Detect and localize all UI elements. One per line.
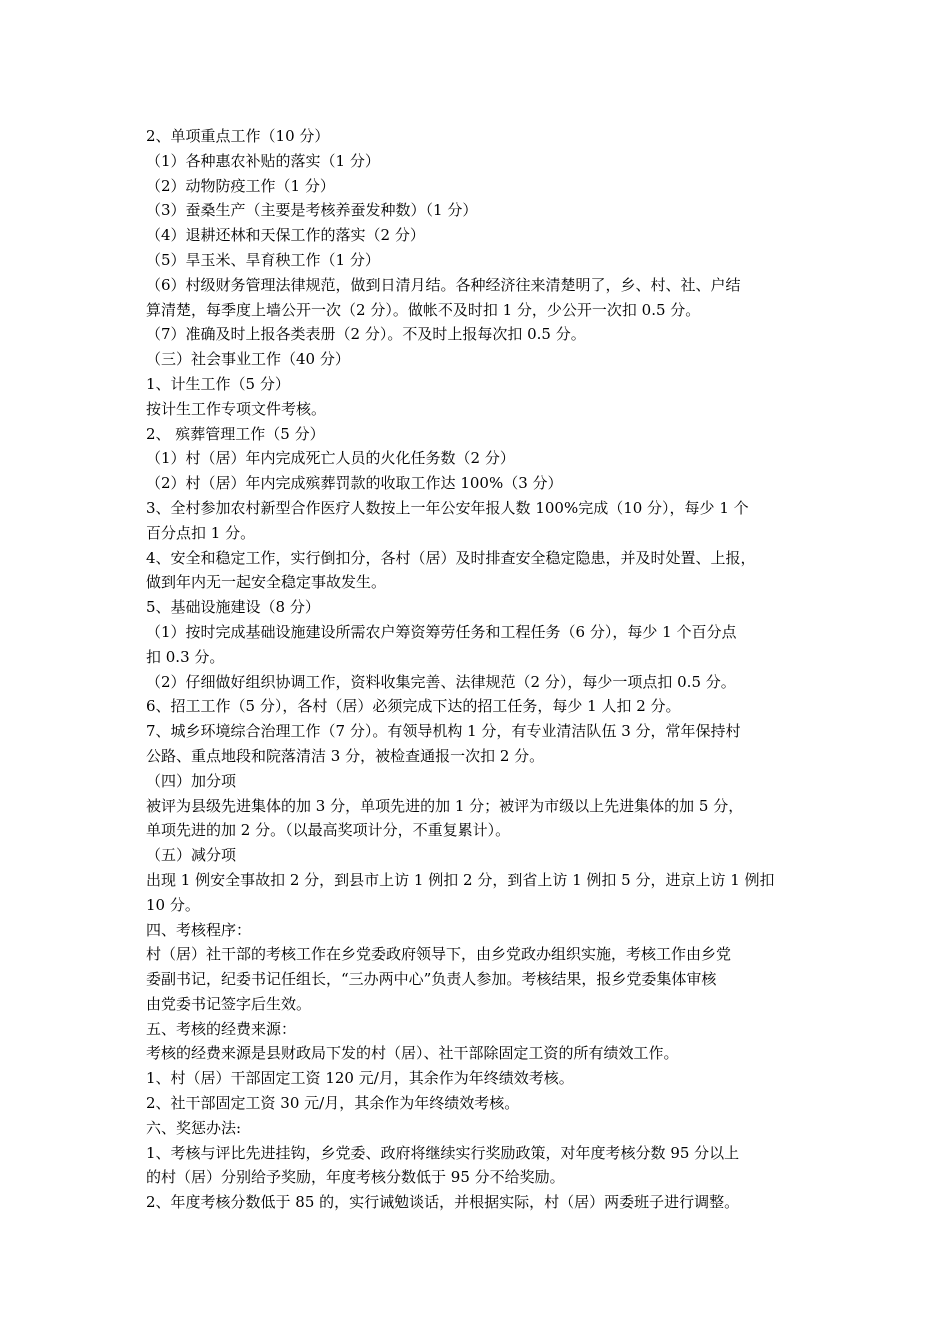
section-heading: 五、考核的经费来源： [146, 1019, 297, 1038]
text-line: 考核的经费来源是县财政局下发的村（居）、社干部除固定工资的所有绩效工作。 [146, 1044, 679, 1063]
text-line: （1）村（居）年内完成死亡人员的火化任务数（2 分） [146, 449, 515, 468]
text-line: 6、招工工作（5 分），各村（居）必须完成下达的招工任务，每少 1 人扣 2 分。 [146, 697, 681, 716]
text-line: 2、 殡葬管理工作（5 分） [146, 424, 325, 443]
document-page [146, 124, 812, 1215]
text-line: （4）退耕还林和天保工作的落实（2 分） [146, 226, 425, 245]
section-heading: （五）减分项 [146, 846, 237, 865]
text-line: 村（居）社干部的考核工作在乡党委政府领导下，由乡党政办组织实施，考核工作由乡党 [146, 945, 732, 964]
section-heading: （四）加分项 [146, 771, 237, 790]
text-line: 2、年度考核分数低于 85 的，实行诫勉谈话，并根据实际，村（居）两委班子进行调整。 [146, 1193, 740, 1212]
text-line: 1、计生工作（5 分） [146, 374, 290, 393]
text-line: （5）旱玉米、旱育秧工作（1 分） [146, 250, 380, 269]
text-line: （2）仔细做好组织协调工作，资料收集完善、法律规范（2 分），每少一项点扣 0.5 分。 [146, 672, 736, 691]
text-line: 公路、重点地段和院落清洁 3 分，被检查通报一次扣 2 分。 [146, 746, 545, 765]
text-line: 2、社干部固定工资 30 元/月，其余作为年终绩效考核。 [146, 1094, 520, 1113]
text-line: 按计生工作专项文件考核。 [146, 399, 327, 418]
text-line: 出现 1 例安全事故扣 2 分，到县市上访 1 例扣 2 分，到省上访 1 例扣 5 分，进京上访 1 例扣 [146, 870, 775, 889]
text-line: （1）各种惠农补贴的落实（1 分） [146, 151, 380, 170]
text-line: （3）蚕桑生产（主要是考核养蚕发种数）（1 分） [146, 201, 478, 220]
text-line: 1、村（居）干部固定工资 120 元/月，其余作为年终绩效考核。 [146, 1069, 574, 1088]
text-line: 扣 0.3 分。 [146, 647, 225, 666]
section-heading: （三）社会事业工作（40 分） [146, 350, 350, 369]
section-heading: 六、奖惩办法: [146, 1118, 242, 1137]
text-line: 10 分。 [146, 895, 200, 914]
text-line: 1、考核与评比先进挂钩，乡党委、政府将继续实行奖励政策，对年度考核分数 95 分以上 [146, 1143, 740, 1162]
text-line: 委副书记，纪委书记任组长，“三办两中心”负责人参加。考核结果，报乡党委集体审核 [146, 970, 717, 989]
text-line: （7）准确及时上报各类表册（2 分）。不及时上报每次扣 0.5 分。 [146, 325, 586, 344]
text-line: （2）动物防疫工作（1 分） [146, 176, 335, 195]
text-line: 算清楚，每季度上墙公开一次（2 分）。做帐不及时扣 1 分，少公开一次扣 0.5 分。 [146, 300, 701, 319]
text-line: 做到年内无一起安全稳定事故发生。 [146, 573, 387, 592]
text-line: 3、全村参加农村新型合作医疗人数按上一年公安年报人数 100%完成（10 分），每少 1 个 [146, 498, 749, 517]
text-line: （1）按时完成基础设施建设所需农户筹资筹劳任务和工程任务（6 分），每少 1 个百分点 [146, 622, 737, 641]
text-line: 2、单项重点工作（10 分） [146, 127, 330, 145]
text-line: 由党委书记签字后生效。 [146, 994, 312, 1013]
text-line: 百分点扣 1 分。 [146, 523, 256, 542]
text-line: （2）村（居）年内完成殡葬罚款的收取工作达 100%（3 分） [146, 474, 563, 493]
text-line: 被评为县级先进集体的加 3 分，单项先进的加 1 分；被评为市级以上先进集体的加 5 分， [146, 796, 744, 815]
text-line: 单项先进的加 2 分。（以最高奖项计分，不重复累计）。 [146, 821, 511, 840]
text-line: 7、城乡环境综合治理工作（7 分）。有领导机构 1 分，有专业清洁队伍 3 分，常年保持村 [146, 722, 741, 741]
section-heading: 四、考核程序： [146, 920, 252, 939]
text-line: 的村（居）分别给予奖励，年度考核分数低于 95 分不给奖励。 [146, 1168, 565, 1187]
text-line: 4、安全和稳定工作，实行倒扣分，各村（居）及时排查安全稳定隐患，并及时处置、上报， [146, 548, 756, 567]
text-line: （6）村级财务管理法律规范，做到日清月结。各种经济往来清楚明了，乡、村、社、户结 [146, 275, 741, 294]
text-line: 5、基础设施建设（8 分） [146, 598, 320, 617]
